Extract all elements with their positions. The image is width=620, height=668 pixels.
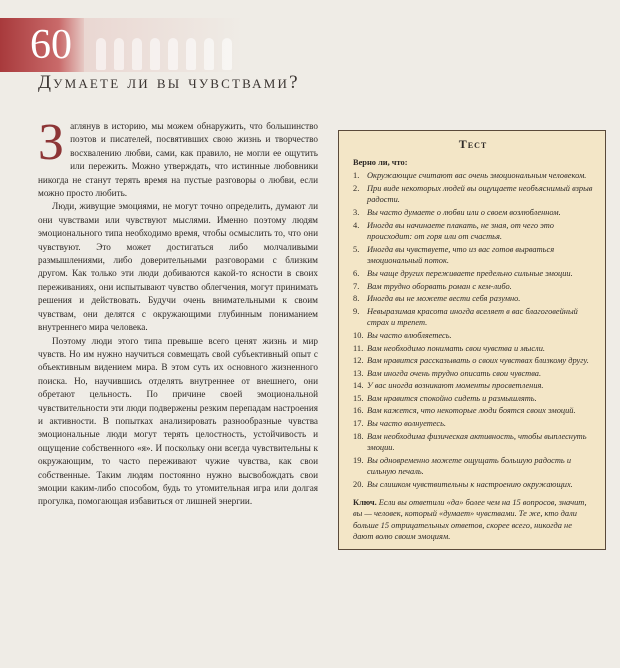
drop-cap: З [38,114,65,171]
test-question [353,220,593,243]
question-text: Вам необходима физическая активность, чтобы выплеснуть эмоции. [367,431,587,453]
question-text: Иногда вы начинаете плакать, не зная, от чего это происходит: от горя или от счастья. [367,220,554,242]
test-box [338,130,606,550]
test-question [353,268,593,280]
header-decoration [84,18,244,72]
question-number: 7. [353,281,360,291]
test-question [353,343,593,355]
paragraph-2: Люди, живущие эмоциями, не могут точно определить, думают ли они чувствами или чувствуют мыслями. Именно поэтому людям эмоционального типа необходимо время, чтобы осмыслить то, что они чувствуют. Это может достигаться либо молчаливыми размышлениями, либо доверительными разговорами с близким другом. Как только эти люди добиваются какой-то ясности в своих переживаниях, они испытывают чувство облегчения, могут принимать решения и действовать. Будучи очень внимательными к своим чувствам, они делятся с окружающими глубинным пониманием внутреннего мира человека. [38,201,318,333]
question-number: 4. [353,220,360,230]
question-text: Иногда вы не можете вести себя разумно. [367,294,521,304]
page-title: Думаете ли вы чувствами? [38,72,300,93]
test-question [353,293,593,305]
page-number: 60 [0,18,84,72]
question-number: 8. [353,294,360,304]
question-number: 20. [353,480,364,490]
question-text: Окружающие считают вас очень эмоциональным человеком. [367,171,587,181]
test-title: Тест [458,137,488,151]
question-number: 16. [353,406,364,416]
question-number: 12. [353,356,364,366]
question-text: При виде некоторых людей вы ощущаете необъяснимый взрыв радости. [367,183,593,205]
question-number: 11. [353,343,364,353]
question-number: 14. [353,381,364,391]
question-number: 2. [353,183,360,193]
question-text: Вам нравится спокойно сидеть и размышлять. [367,393,537,403]
question-number: 15. [353,393,364,403]
question-text: Иногда вы чувствуете, что из вас готов вырваться эмоциональный поток. [367,244,555,266]
test-question [353,368,593,380]
question-text: Невыразимая красота иногда вселяет в вас благоговейный страх и трепет. [367,306,578,328]
question-number: 13. [353,368,364,378]
question-number: 6. [353,268,360,278]
question-number: 3. [353,207,360,217]
test-question [353,355,593,367]
test-questions [353,170,593,490]
test-question [353,207,593,219]
question-number: 9. [353,306,360,316]
question-text: Вам необходимо понимать свои чувства и мысли. [367,343,545,353]
question-number: 5. [353,244,360,254]
paragraph-1: Заглянув в историю, мы можем обнаружить, что большинство поэтов и писателей, посвятивших свою жизнь и творчество восхвалению любви, сами, как правило, не могли ее ощутить или пережить. Можно утверждать, что истинные любовники никогда не станут терять время на пустые разговоры о любви, если можно просто любить. [38,114,318,199]
question-text: Вы чаще других переживаете предельно сильные эмоции. [367,268,573,278]
question-number: 18. [353,431,364,441]
test-question [353,281,593,293]
question-number: 1. [353,171,360,181]
question-number: 19. [353,455,364,465]
test-question [353,244,593,267]
question-text: Вы часто влюбляетесь. [367,330,452,340]
test-question [353,405,593,417]
test-question [353,330,593,342]
question-text: Вы часто волнуетесь. [367,419,447,429]
question-number: 10. [353,330,364,340]
test-question [353,393,593,405]
article-body [38,114,318,509]
test-key: Ключ. Если вы ответили «да» более чем на 15 вопросов, значит, вы — человек, который «думает» чувствами. Те же, кто дали больше 15 отрицательных ответов, скорее всего, никогда не дают волю своим эмоциям. [353,497,587,542]
question-number: 17. [353,419,364,429]
question-text: У вас иногда возникают моменты просветления. [367,381,544,391]
test-question [353,455,593,478]
question-text: Вам нравится рассказывать о своих чувствах близкому другу. [367,356,589,366]
test-question [353,479,593,491]
question-text: Вам иногда очень трудно описать свои чувства. [367,368,542,378]
test-question [353,183,593,206]
question-text: Вы слишком чувствительны к настроению окружающих. [367,480,573,490]
question-text: Вам кажется, что некоторые люди боятся своих эмоций. [367,406,576,416]
test-question [353,380,593,392]
paragraph-3: Поэтому люди этого типа превыше всего ценят жизнь и мир чувств. Но им нужно научиться совмещать свой субъективный опыт с объективным видением мира. В этом суть их основного жизненного поиска. Но, научившись отделять внутреннее от внешнего, они обретают цельность. По причине своей эмоциональной чувствительности эти люди подвержены резким перепадам настроения и активности. В попытках анализировать разнообразные чувства эмоциональные люди могут терять целостность, устойчивость и ощущение собственного «я». И поскольку они всегда чувствительны к окружающим, то часто переживают чужие чувства, как свои собственные. Таким людям постоянно нужно высвобождать свои эмоции каким-либо способом, будь то утомительная игра или долгая прогулка, помогающая избавиться от лишней энергии. [38,335,318,507]
question-text: Вы одновременно можете ощущать большую радость и сильную печаль. [367,455,572,477]
test-question [353,306,593,329]
question-text: Вам трудно оборвать роман с кем-либо. [367,281,512,291]
test-intro: Верно ли, что: [353,157,408,167]
test-question [353,418,593,430]
test-question [353,431,593,454]
test-question [353,170,593,182]
question-text: Вы часто думаете о любви или о своем возлюбленном. [367,207,561,217]
